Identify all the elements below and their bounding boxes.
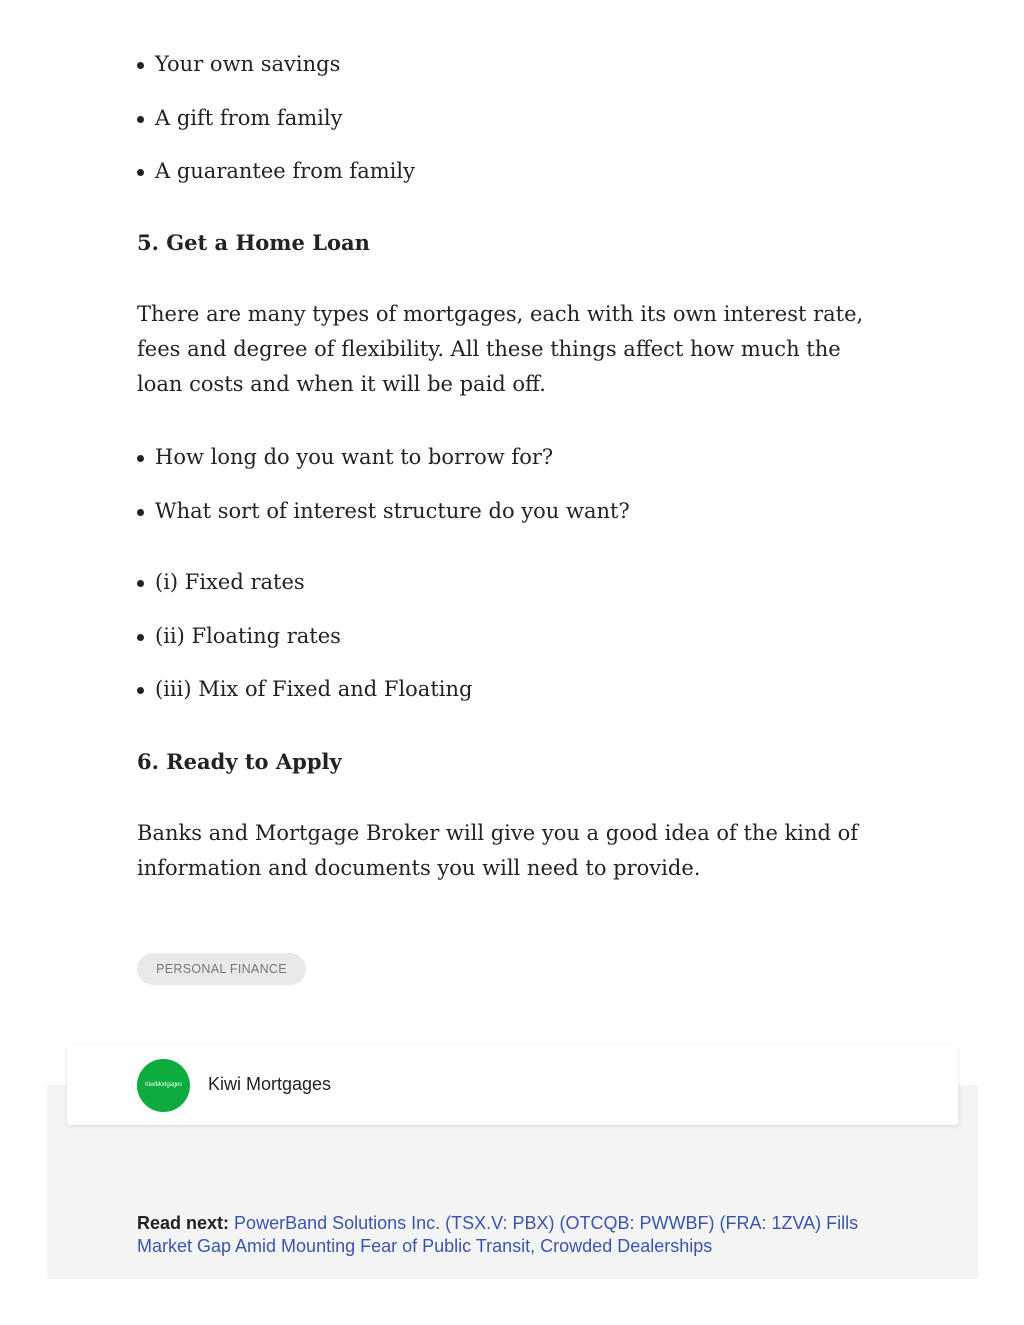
section-heading-get-home-loan: 5. Get a Home Loan [137,230,370,255]
question-list [137,442,630,549]
list-item: (ii) Floating rates [137,621,472,651]
author-name-link[interactable]: Kiwi Mortgages [208,1074,332,1094]
list-item: A gift from family [137,103,415,133]
list-item: (iii) Mix of Fixed and Floating [137,674,472,704]
section-heading-ready-to-apply: 6. Ready to Apply [137,749,342,774]
author-avatar[interactable]: KiwiMortgages [137,1059,190,1112]
read-next [137,1212,897,1258]
author-card [67,1045,958,1125]
read-next-label: Read next: [137,1213,230,1233]
interest-option-list [137,567,472,728]
list-item: A guarantee from family [137,156,415,186]
list-item: Your own savings [137,49,415,79]
funding-source-list [137,49,415,210]
category-tag[interactable]: PERSONAL FINANCE [137,953,306,985]
list-item: (i) Fixed rates [137,567,472,597]
list-item: What sort of interest structure do you want? [137,496,630,526]
section-paragraph: Banks and Mortgage Broker will give you a good idea of the kind of information and documents you will need to provide. [137,821,859,880]
read-next-link[interactable]: PowerBand Solutions Inc. (TSX.V: PBX) (OTCQB: PWWBF) (FRA: 1ZVA) Fills Market Gap Amid Mounting Fear of Public Transit, Crowded Dealerships [137,1213,859,1256]
list-item: How long do you want to borrow for? [137,442,630,472]
section-paragraph: There are many types of mortgages, each with its own interest rate, fees and degree of flexibility. All these things affect how much the loan costs and when it will be paid off. [137,302,864,396]
